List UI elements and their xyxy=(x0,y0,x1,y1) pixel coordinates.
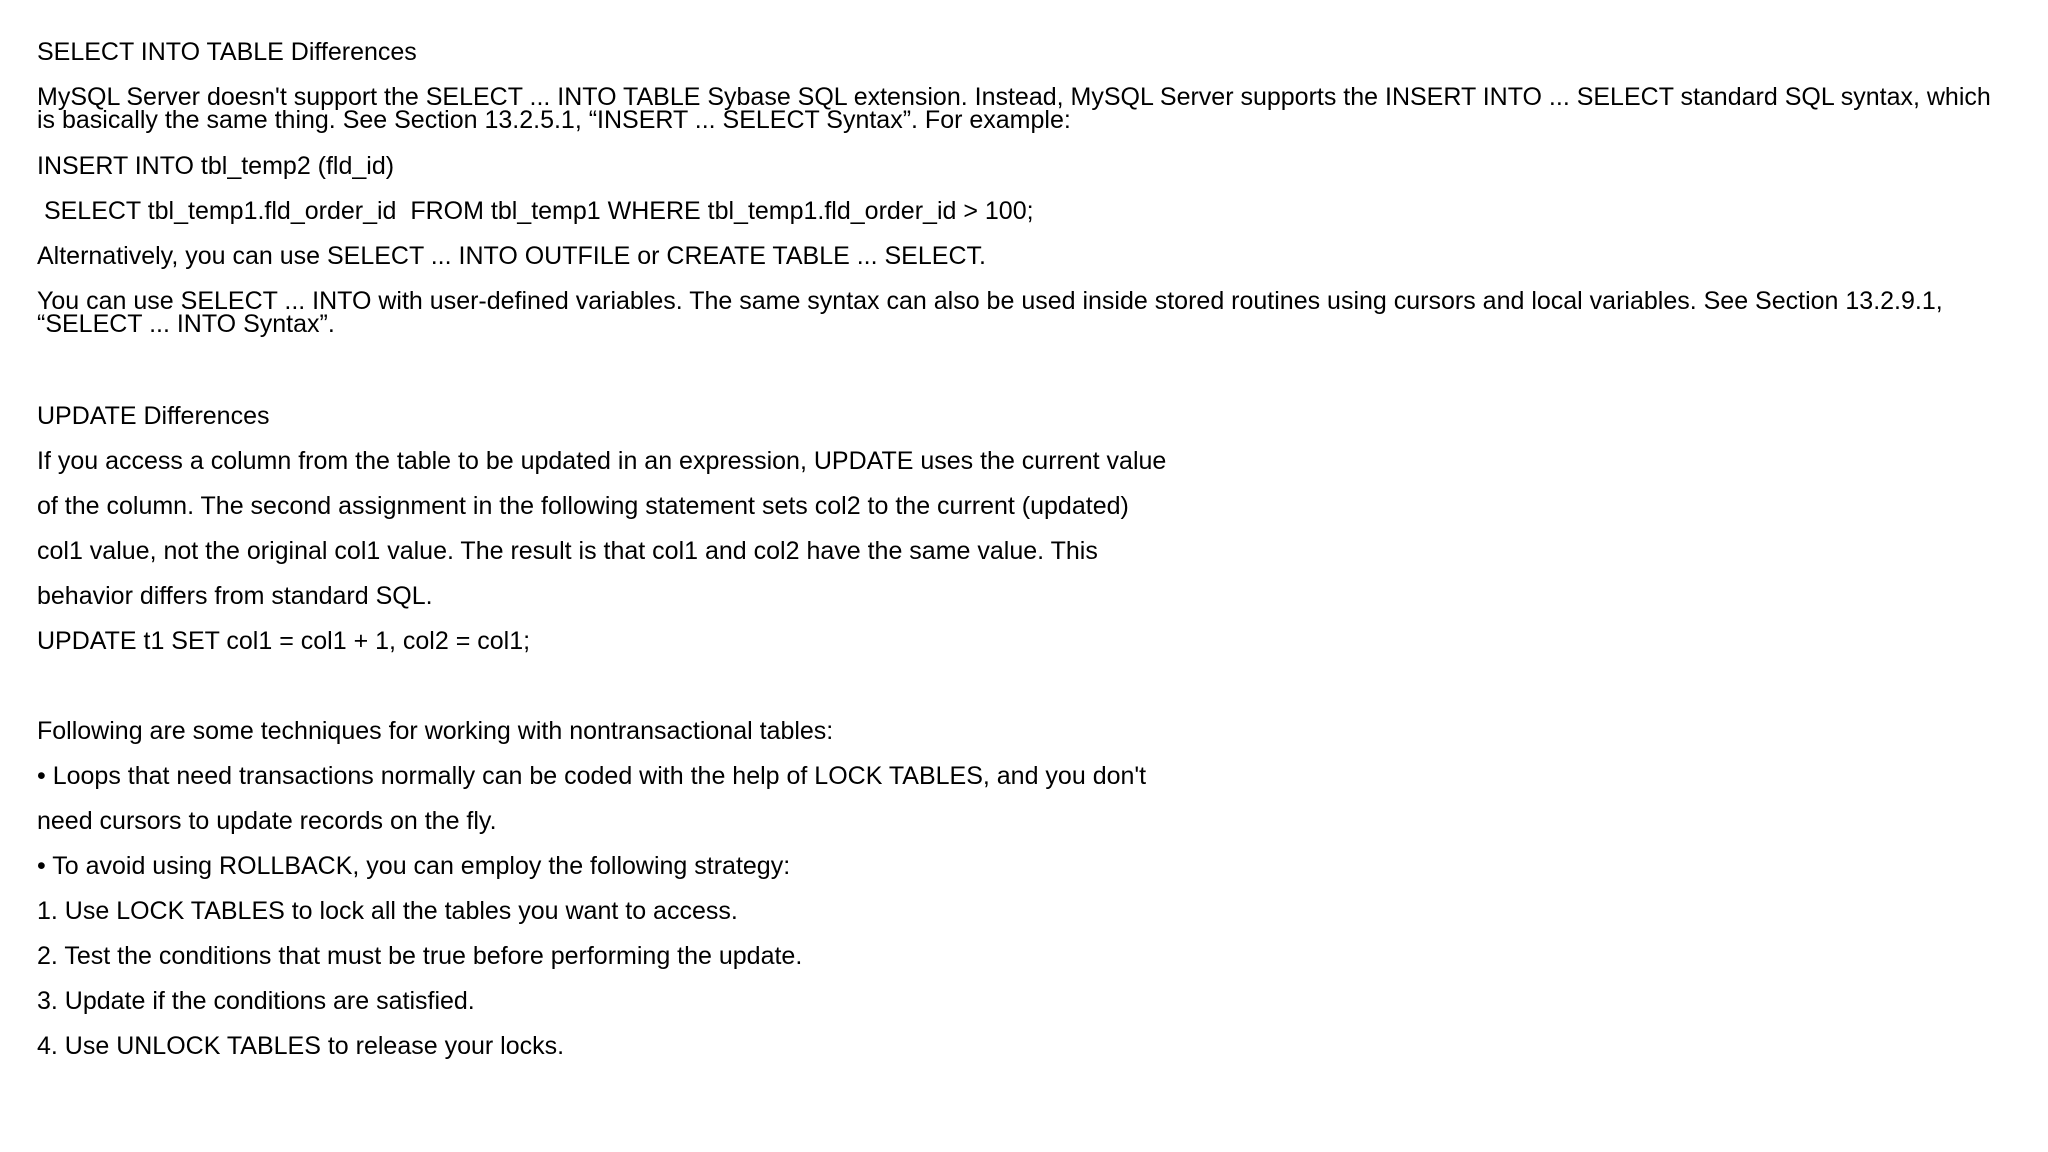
select-into-paragraph-3: You can use SELECT ... INTO with user-defined variables. The same syntax can also be used inside stored routines using cursors and local variables. See Section 13.2.9.1, “SELECT ... INTO Syntax”. xyxy=(37,287,1943,338)
update-paragraph-line: of the column. The second assignment in the following statement sets col2 to the current (updated) xyxy=(37,492,1129,520)
insert-code-line-2: SELECT tbl_temp1.fld_order_id FROM tbl_temp1 WHERE tbl_temp1.fld_order_id > 100; xyxy=(37,197,1034,225)
list-item: • To avoid using ROLLBACK, you can employ the following strategy: xyxy=(37,852,791,880)
list-item: 3. Update if the conditions are satisfied. xyxy=(37,987,475,1015)
update-heading: UPDATE Differences xyxy=(37,402,270,430)
select-into-heading: SELECT INTO TABLE Differences xyxy=(37,38,417,66)
insert-code-line-1: INSERT INTO tbl_temp2 (fld_id) xyxy=(37,152,395,180)
select-into-paragraph-1: MySQL Server doesn't support the SELECT ... INTO TABLE Sybase SQL extension. Instead, MySQL Server supports the INSERT INTO ... SELECT standard SQL syntax, which is basically the same thing. See Section 13.2.5.1, “INSERT ... SELECT Syntax”. For example: xyxy=(37,83,1991,134)
list-item: • Loops that need transactions normally can be coded with the help of LOCK TABLES, and you don't xyxy=(37,762,1147,790)
select-into-paragraph-2: Alternatively, you can use SELECT ... INTO OUTFILE or CREATE TABLE ... SELECT. xyxy=(37,242,986,270)
list-item: 2. Test the conditions that must be true before performing the update. xyxy=(37,942,803,970)
update-paragraph-line: behavior differs from standard SQL. xyxy=(37,582,433,610)
list-item: need cursors to update records on the fly. xyxy=(37,807,497,835)
update-code-line: UPDATE t1 SET col1 = col1 + 1, col2 = col1; xyxy=(37,627,531,655)
nontransactional-intro: Following are some techniques for working with nontransactional tables: xyxy=(37,717,834,745)
update-paragraph-line: col1 value, not the original col1 value. The result is that col1 and col2 have the same value. This xyxy=(37,537,1098,565)
list-item: 1. Use LOCK TABLES to lock all the tables you want to access. xyxy=(37,897,738,925)
list-item: 4. Use UNLOCK TABLES to release your locks. xyxy=(37,1032,565,1060)
update-paragraph-line: If you access a column from the table to be updated in an expression, UPDATE uses the current value xyxy=(37,447,1167,475)
